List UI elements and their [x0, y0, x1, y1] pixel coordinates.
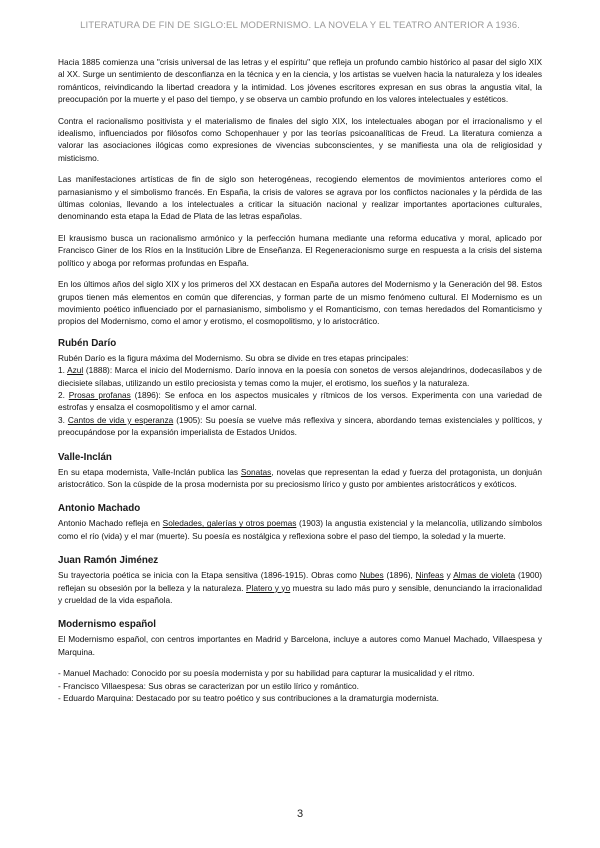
list-number: 2.: [58, 389, 69, 400]
paragraph: El krausismo busca un racionalismo armónico y la perfección humana mediante una reforma educativa y moral, aplicado por Francisco Giner de los Ríos en la Institución Libre de Enseñanza. El Regeneracionismo surge en respuesta a la crisis del sistema político y aboga por reformas profundas en España.: [58, 232, 542, 268]
page-number: 3: [296, 808, 304, 820]
section-heading-ruben-dario: Rubén Darío: [58, 337, 117, 349]
section-heading-antonio-machado: Antonio Machado: [58, 503, 141, 515]
list-item: - Manuel Machado: Conocido por su poesía modernista y por su habilidad para capturar la musicalidad y el ritmo.: [58, 668, 475, 679]
work-title: Soledades, galerías y otros poemas: [162, 518, 297, 529]
paragraph: [58, 569, 542, 606]
work-title: Azul: [67, 365, 84, 376]
list-number: 3.: [58, 414, 68, 425]
text-run: (1896),: [383, 570, 416, 581]
text-run: En su etapa modernista, Valle-Inclán publica las: [58, 466, 241, 477]
list-text: (1888): Marca el inicio del Modernismo. Darío innova en la poesía con sonetos de versos alejandrinos, dodecasílabos y de diecisiete sílabas, utilizando un estilo preciosista y temas como la mujer, el erotismo, los sueños y la naturaleza.: [58, 365, 542, 388]
work-title: Nubes: [359, 570, 384, 581]
text-run: , novelas que representan la edad y fuerza del protagonista, un donjuán aristocrático. Son la cúspide de la prosa modernista por su preciosismo lírico y gusto por ambientes aristocráticos y exóticos.: [58, 466, 542, 489]
work-title: Ninfeas: [415, 570, 444, 581]
paragraph: [58, 517, 542, 542]
paragraph: Las manifestaciones artísticas de fin de siglo son heterogéneas, recogiendo elementos de movimientos anteriores como el parnasianismo y el simbolismo francés. En España, la crisis de valores se agrava por los conflictos nacionales y la pérdida de las últimas colonias, llevando a los intelectuales a criticar la situación nacional y realizar importantes aportaciones culturales, denominando esta etapa la Edad de Plata de las letras españolas.: [58, 174, 542, 222]
page-body: [58, 56, 542, 704]
list-item: [58, 364, 542, 389]
paragraph: [58, 466, 542, 491]
running-header: LITERATURA DE FIN DE SIGLO:EL MODERNISMO. LA NOVELA Y EL TEATRO ANTERIOR A 1936.: [80, 20, 520, 31]
paragraph: Rubén Darío es la figura máxima del Modernismo. Su obra se divide en tres etapas principales:: [58, 352, 409, 363]
list-item: - Francisco Villaespesa: Sus obras se caracterizan por un estilo lírico y romántico.: [58, 680, 359, 691]
list-item: [58, 414, 542, 439]
list-text: (1896): Se enfoca en los aspectos musicales y rítmicos de los versos. Experimenta con una variedad de estrofas y ensalza el cosmopolitismo y el amor carnal.: [58, 389, 542, 413]
work-title: Sonatas: [240, 466, 272, 477]
list-item: [58, 389, 542, 414]
section-heading-juan-ramon-jimenez: Juan Ramón Jiménez: [58, 555, 159, 567]
section-heading-modernismo-espanol: Modernismo español: [58, 619, 156, 631]
text-run: Antonio Machado refleja en: [58, 518, 163, 529]
list-text: (1905): Su poesía se vuelve más reflexiva y sincera, abordando temas existenciales y políticos, y preocupándose por la expansión imperialista de Estados Unidos.: [58, 414, 542, 438]
list-item: - Eduardo Marquina: Destacado por su teatro poético y sus contribuciones a la dramaturgia modernista.: [58, 693, 439, 704]
text-run: y: [443, 570, 454, 581]
paragraph: Contra el racionalismo positivista y el materialismo de finales del siglo XIX, los intelectuales abogan por el irracionalismo y el idealismo, influenciados por filósofos como Schopenhauer y por las teorías psicoanalíticas de Freud. La literatura comienza a valorar las asociaciones ilógicas como expresiones de vivencias subconscientes, y se manifiesta una ola de religiosidad y misticismo.: [58, 115, 542, 163]
text-run: (1900) reflejan su obsesión por la belleza y la naturaleza.: [58, 570, 543, 593]
section-heading-valle-inclan: Valle-Inclán: [58, 451, 112, 463]
work-title: Platero y yo: [246, 582, 291, 593]
text-run: (1903) la angustia existencial y la melancolía, utilizando símbolos como el río (vida) y el mar (muerte). Su poesía es nostálgica y reflexiona sobre el paso del tiempo, la soledad y la muerte.: [58, 518, 542, 541]
paragraph: En los últimos años del siglo XIX y los primeros del XX destacan en España autores del Modernismo y la Generación del 98. Estos grupos tienen más elementos en común que diferencias, y forman parte de un mismo fenómeno cultural. El Modernismo es un movimiento poético influenciado por el parnasianismo, simbolismo y el Romanticismo, con temas heredados del Romanticismo y propios del Modernismo, como el amor y erotismo, el cosmopolitismo, y lo aristocrático.: [58, 279, 542, 327]
work-title: Cantos de vida y esperanza: [67, 414, 174, 425]
paragraph: Hacia 1885 comienza una "crisis universal de las letras y el espíritu" que refleja un profundo cambio histórico al pasar del siglo XIX al XX. Surge un sentimiento de desconfianza en la técnica y en la ciencia, y los artistas se vuelven hacia la naturaleza y los ideales románticos, reivindicando la libertad creadora y la intimidad. Los jóvenes escritores expresan en sus obras la angustia vital, la preocupación por la muerte y el paso del tiempo, y se observa un cambio profundo en los valores intelectuales y estéticos.: [58, 57, 542, 105]
work-title: Prosas profanas: [68, 389, 131, 400]
list-number: 1.: [58, 365, 68, 376]
text-run: muestra su lado más puro y sensible, denunciando la irracionalidad y crueldad de la vida española.: [58, 582, 542, 605]
paragraph: El Modernismo español, con centros importantes en Madrid y Barcelona, incluye a autores como Manuel Machado, Villaespesa y Marquina.: [58, 634, 542, 657]
text-run: Su trayectoria poética se inicia con la Etapa sensitiva (1896-1915). Obras como: [58, 570, 360, 581]
work-title: Almas de violeta: [453, 570, 516, 581]
